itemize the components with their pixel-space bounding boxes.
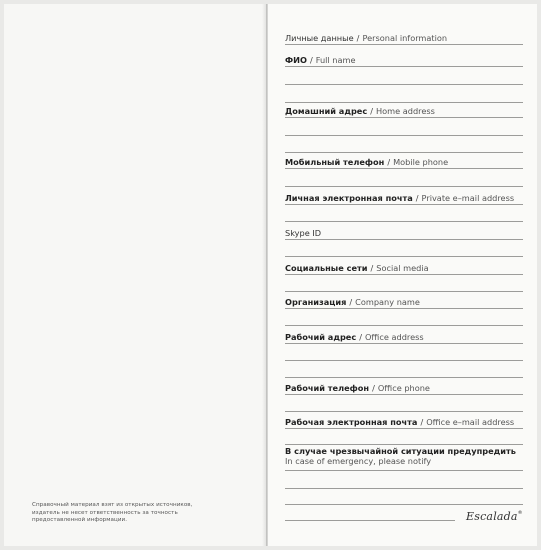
write-line[interactable] (285, 204, 523, 205)
registered-mark: ® (517, 510, 523, 516)
write-line[interactable] (285, 343, 523, 344)
write-line[interactable] (285, 411, 523, 412)
field-label-separator (321, 228, 327, 238)
field-personal-information (285, 33, 523, 43)
write-line[interactable] (285, 221, 523, 222)
field-label-en: Office address (364, 332, 424, 342)
field-skype-id (285, 228, 523, 238)
brand-logo-text: Escalada (466, 510, 518, 523)
field-label-en: Full name (315, 55, 356, 65)
field-company-name (285, 297, 523, 307)
field-label-en: Personal information (362, 33, 448, 43)
field-mobile-phone (285, 157, 523, 167)
field-label-separator: / (415, 193, 419, 203)
field-office-phone (285, 383, 523, 393)
brand-logo (466, 510, 523, 523)
field-label-ru: Домашний адрес (285, 106, 368, 116)
write-line[interactable] (285, 44, 523, 45)
field-label-separator: / (387, 157, 391, 167)
field-label-ru: Рабочий телефон (285, 383, 370, 393)
field-label-ru: Рабочий адрес (285, 332, 357, 342)
right-page (268, 4, 537, 546)
field-label-separator: / (349, 297, 353, 307)
write-line[interactable] (285, 308, 523, 309)
write-line[interactable] (285, 470, 523, 471)
field-label-separator: / (370, 106, 373, 116)
write-line[interactable] (285, 256, 523, 257)
emergency-label-ru: В случае чрезвычайной ситуации предупредить (285, 446, 516, 456)
field-label-en: Private e–mail address (421, 193, 515, 203)
write-line[interactable] (285, 504, 523, 505)
field-label-ru: Организация (285, 297, 347, 307)
write-line[interactable] (285, 66, 523, 67)
write-line[interactable] (285, 377, 523, 378)
field-label-ru: ФИО (285, 55, 307, 65)
disclaimer-line: предоставленной информации. (32, 517, 128, 524)
field-emergency-contact (285, 446, 523, 466)
write-line[interactable] (285, 325, 523, 326)
write-line[interactable] (285, 488, 523, 489)
emergency-label-en: In case of emergency, please notify (285, 456, 432, 466)
field-label-en: Company name (355, 297, 420, 307)
write-line[interactable] (285, 291, 523, 292)
field-label-ru: Личная электронная почта (285, 193, 413, 203)
field-home-address (285, 106, 523, 116)
field-label-separator: / (309, 55, 313, 65)
disclaimer-line: Справочный материал взят из открытых источников, (32, 502, 193, 508)
write-line[interactable] (285, 168, 523, 169)
field-label-separator: / (359, 332, 362, 342)
left-page (4, 4, 267, 546)
field-label-ru: Рабочая электронная почта (285, 417, 418, 427)
write-line[interactable] (285, 274, 523, 275)
field-label-separator: / (420, 417, 424, 427)
field-full-name (285, 55, 523, 65)
field-label-separator: / (356, 33, 360, 43)
field-label-en: Office phone (377, 383, 430, 393)
field-office-address (285, 332, 523, 342)
write-line[interactable] (285, 394, 523, 395)
field-label-separator: / (372, 383, 375, 393)
field-label-en: Social media (376, 263, 429, 273)
field-social-media (285, 263, 523, 273)
disclaimer-text (32, 502, 222, 525)
write-line[interactable] (285, 102, 523, 103)
write-line[interactable] (285, 135, 523, 136)
write-line[interactable] (285, 520, 455, 521)
field-label-en: Home address (375, 106, 435, 116)
field-office-email (285, 417, 523, 427)
write-line[interactable] (285, 360, 523, 361)
write-line[interactable] (285, 152, 523, 153)
write-line[interactable] (285, 444, 523, 445)
write-line[interactable] (285, 239, 523, 240)
write-line[interactable] (285, 117, 523, 118)
field-label-ru: Мобильный телефон (285, 157, 385, 167)
write-line[interactable] (285, 186, 523, 187)
disclaimer-line: издатель не несет ответственность за точность (32, 509, 178, 516)
field-label-en: Mobile phone (393, 157, 449, 167)
field-label-ru: Социальные сети (285, 263, 368, 273)
write-line[interactable] (285, 84, 523, 85)
write-line[interactable] (285, 428, 523, 429)
field-private-email (285, 193, 523, 203)
field-label-ru: Skype ID (285, 228, 322, 238)
field-label-separator: / (370, 263, 374, 273)
field-label-ru: Личные данные (285, 33, 354, 43)
field-label-en: Office e–mail address (426, 417, 515, 427)
